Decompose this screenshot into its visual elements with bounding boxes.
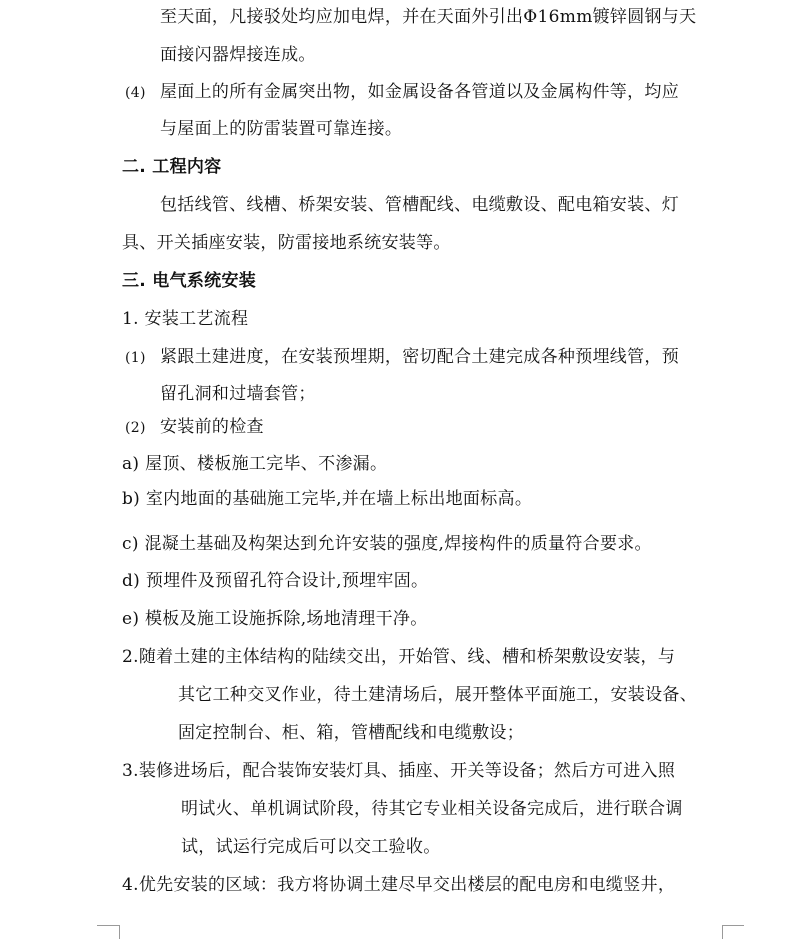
paragraph-line: 留孔洞和过墙套管； (160, 384, 316, 404)
list-item: a) 屋顶、楼板施工完毕、不渗漏。 (122, 454, 388, 474)
list-marker: (2) (125, 420, 146, 436)
numbered-item: 3.装修进场后，配合装饰安装灯具、插座、开关等设备；然后方可进入照 (122, 761, 676, 781)
paragraph-line: 具、开关插座安装，防雷接地系统安装等。 (122, 233, 451, 253)
list-item: b) 室内地面的基础施工完毕,并在墙上标出地面标高。 (122, 489, 533, 509)
list-marker: (4) (125, 85, 146, 101)
list-item: e) 模板及施工设施拆除,场地清理干净。 (122, 609, 428, 629)
crop-mark-left-vertical (119, 925, 120, 939)
paragraph-line: 明试火、单机调试阶段，待其它专业相关设备完成后，进行联合调 (181, 799, 683, 819)
paragraph-line: 紧跟土建进度，在安装预埋期，密切配合土建完成各种预埋线管，预 (160, 347, 679, 367)
subheading: 1. 安装工艺流程 (122, 309, 249, 329)
paragraph-line: 安装前的检查 (160, 417, 264, 437)
list-marker: (1) (125, 350, 146, 366)
section-heading: 三. 电气系统安装 (122, 271, 257, 291)
paragraph-line: 其它工种交叉作业，待土建清场后，展开整体平面施工，安装设备、 (178, 685, 697, 705)
paragraph-line: 至天面，凡接驳处均应加电焊，并在天面外引出Φ16mm镀锌圆钢与天 (160, 7, 697, 27)
paragraph-line: 试，试运行完成后可以交工验收。 (181, 837, 441, 857)
crop-mark-left-horizontal (97, 925, 119, 926)
paragraph-line: 面接闪器焊接连成。 (160, 45, 316, 65)
paragraph-line: 固定控制台、柜、箱，管槽配线和电缆敷设； (178, 723, 524, 743)
numbered-item: 2.随着土建的主体结构的陆续交出，开始管、线、槽和桥架敷设安装，与 (122, 647, 676, 667)
paragraph-line: 包括线管、线槽、桥架安装、管槽配线、电缆敷设、配电箱安装、灯 (160, 195, 679, 215)
paragraph-line: 与屋面上的防雷装置可靠连接。 (160, 119, 403, 139)
paragraph-line: 屋面上的所有金属突出物，如金属设备各管道以及金属构件等，均应 (160, 82, 679, 102)
crop-mark-right-vertical (722, 925, 723, 939)
list-item: c) 混凝土基础及构架达到允许安装的强度,焊接构件的质量符合要求。 (122, 534, 652, 554)
crop-mark-right-horizontal (722, 925, 744, 926)
section-heading: 二. 工程内容 (122, 157, 222, 177)
numbered-item: 4.优先安装的区域：我方将协调土建尽早交出楼层的配电房和电缆竖井， (122, 875, 676, 895)
list-item: d) 预埋件及预留孔符合设计,预埋牢固。 (122, 571, 429, 591)
